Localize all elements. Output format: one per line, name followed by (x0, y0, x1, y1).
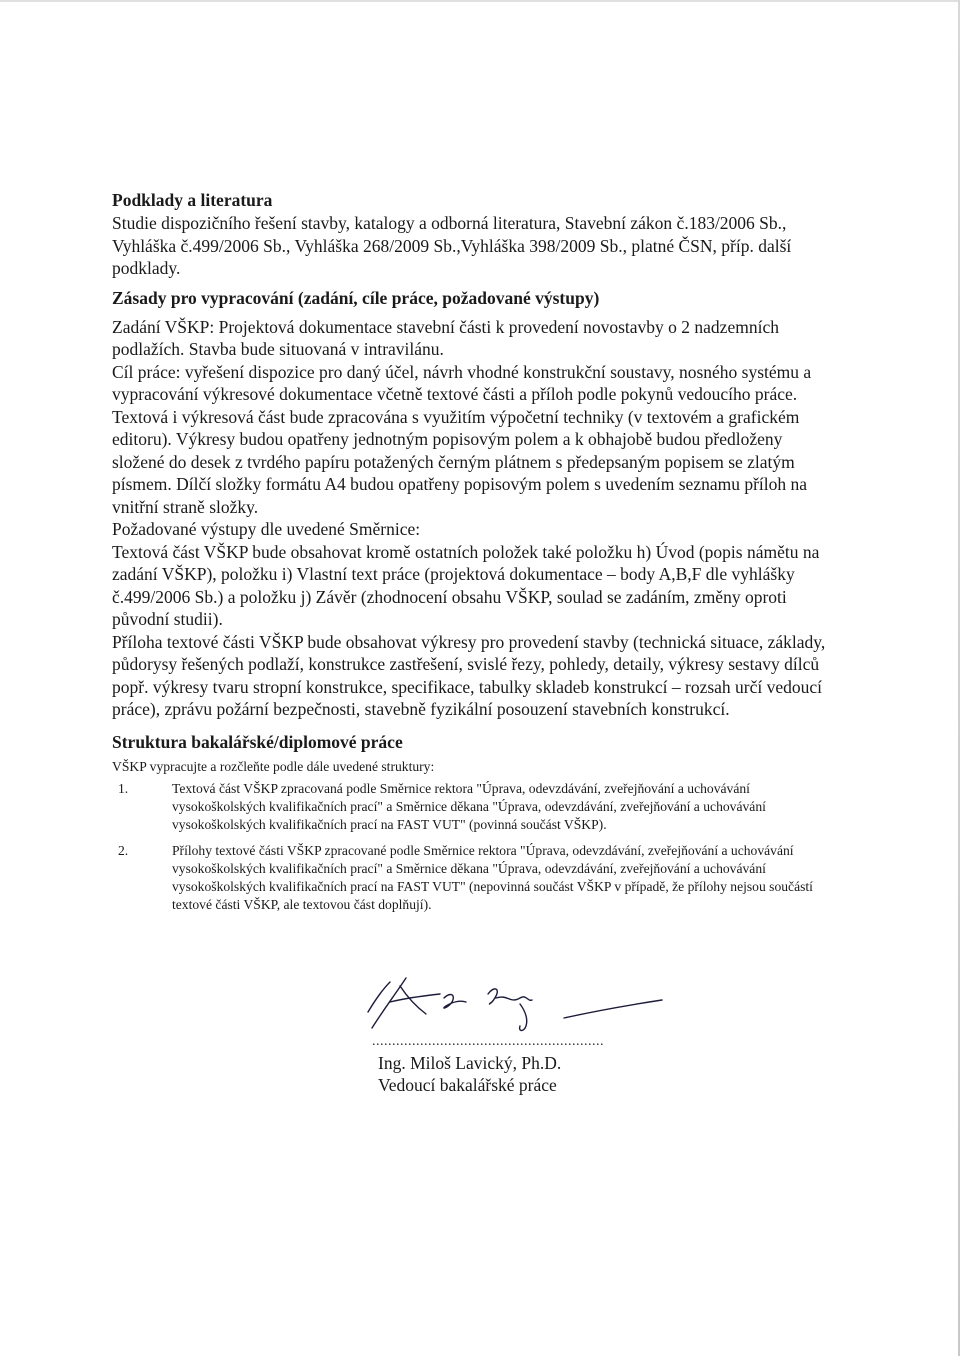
document-content (112, 188, 834, 922)
structure-intro: VŠKP vypracujte a rozčleňte podle dále uvedené struktury: (112, 758, 435, 774)
page-edge-top (0, 0, 960, 2)
signer-name: Ing. Miloš Lavický, Ph.D. (378, 1053, 562, 1073)
list-item-text: Přílohy textové části VŠKP zpracované podle Směrnice rektora "Úprava, odevzdávání, zveřejňování a uchovávání vysokoškolských kvalifikačních prací" a Směrnice děkana "Úprava, odevzdávání, zveřejňování a uchovávání vysokoškolských kvalifikačních prací na FAST VUT" (nepovinná součást VŠKP v případě, že přílohy nejsou součástí textové části VŠKP, ale textovou část doplňují). (172, 842, 813, 912)
list-item-number: 1. (118, 780, 129, 796)
section-sources (112, 188, 834, 280)
principles-paragraph-text-part: Textová část VŠKP bude obsahovat kromě ostatních položek také položku h) Úvod (popis námětu na zadání VŠKP), položku i) Vlastní text práce (projektová dokumentace – body A,B,F dle vyhlášky č.499/2006 Sb.) a položku j) Závěr (zhodnocení obsahu VŠKP, soulad se zadáním, změny oproti původní studii). (112, 541, 820, 629)
list-item (112, 842, 834, 914)
signature-dotted-line: .......................................................... (372, 1034, 604, 1049)
list-item-number: 2. (118, 842, 129, 858)
section-heading-principles: Zásady pro vypracování (zadání, cíle práce, požadované výstupy) (112, 287, 600, 308)
section-structure (112, 730, 834, 914)
signer-role: Vedoucí bakalářské práce (378, 1075, 557, 1095)
signer-info (378, 1052, 561, 1096)
list-item (112, 780, 834, 834)
section-heading-structure: Struktura bakalářské/diplomové práce (112, 731, 403, 752)
principles-paragraph-goal: Cíl práce: vyřešení dispozice pro daný účel, návrh vhodné konstrukční soustavy, nosného systému a vypracování výkresové dokumentace včetně textové části a příloh podle pokynů vedoucího práce. Textová i výkresová část bude zpracována s využitím výpočetní techniky (v textovém a grafickém editoru). Výkresy budou opatřeny jednotným popisovým polem a k obhajobě budou předloženy složené do desek z tvrdého papíru potažených černým plátnem s předepsaným popisem se zlatým písmem. Dílčí složky formátu A4 budou opatřeny popisovým polem s uvedením seznamu příloh na vnitřní straně složky. (112, 361, 812, 517)
sources-text: Studie dispozičního řešení stavby, katalogy a odborná literatura, Stavební zákon č.183/2006 Sb., Vyhláška č.499/2006 Sb., Vyhláška 268/2009 Sb.,Vyhláška 398/2009 Sb., platné ČSN, příp. další podklady. (112, 213, 792, 278)
principles-paragraph-outputs-intro: Požadované výstupy dle uvedené Směrnice: (112, 519, 421, 539)
list-item-text: Textová část VŠKP zpracovaná podle Směrnice rektora "Úprava, odevzdávání, zveřejňování a uchovávání vysokoškolských kvalifikačních prací" a Směrnice děkana "Úprava, odevzdávání, zveřejňování a uchovávání vysokoškolských kvalifikačních prací na FAST VUT" (povinná součást VŠKP). (172, 780, 766, 832)
principles-paragraph-appendix: Příloha textové části VŠKP bude obsahovat výkresy pro provedení stavby (technická situace, základy, půdorysy řešených podlaží, konstrukce zastřešení, svislé řezy, pohledy, detaily, výkresy sestavy dílců popř. výkresy tvaru stropní konstrukce, specifikace, tabulky skladeb konstrukcí – rozsah určí vedoucí práce), zprávu požární bezpečnosti, stavebně fyzikální posouzení stavebních konstrukcí. (112, 631, 826, 719)
section-principles (112, 286, 834, 721)
principles-paragraph-assignment: Zadání VŠKP: Projektová dokumentace stavební části k provedení novostavby o 2 nadzemních podlažích. Stavba bude situovaná v intravilánu. (112, 316, 779, 359)
signature-block (360, 968, 720, 1108)
section-heading-sources: Podklady a literatura (112, 190, 273, 210)
structure-list (112, 780, 834, 914)
